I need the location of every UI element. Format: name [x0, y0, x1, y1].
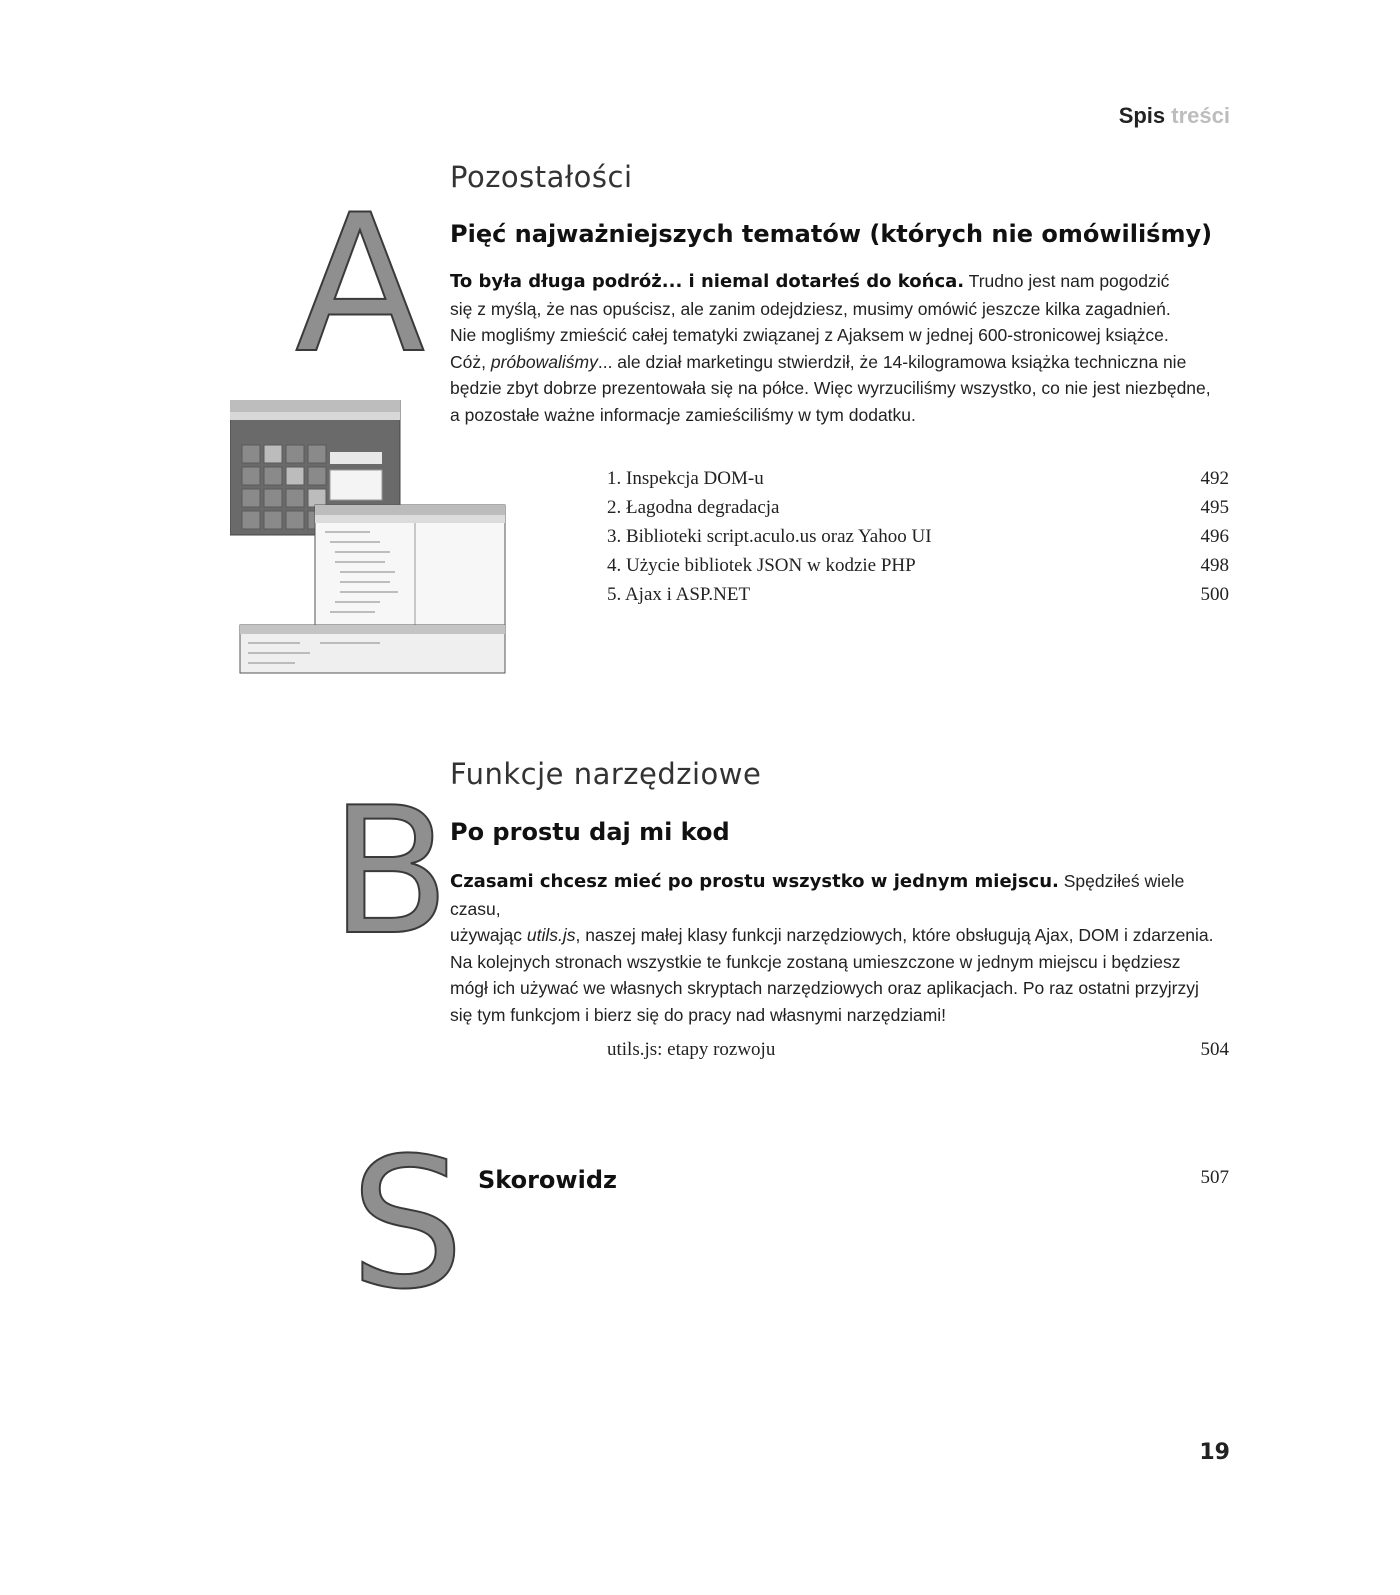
toc-entry-page: 496	[1200, 526, 1229, 547]
chapter-a-line-6: a pozostałe ważne informacje zamieściliśmy w tym dodatku.	[450, 404, 916, 425]
chapter-b-title: Funkcje narzędziowe	[450, 757, 762, 791]
chapter-b-letter: B	[330, 771, 451, 974]
chapter-a-line-5: będzie zbyt dobrze prezentowała się na półce. Więc wyrzuciliśmy wszystko, co nie jest niezbędne,	[450, 378, 1211, 398]
toc-entry-label[interactable]: 4. Użycie bibliotek JSON w kodzie PHP	[607, 555, 916, 576]
running-head	[1119, 103, 1230, 129]
chapter-a-subtitle: Pięć najważniejszych tematów (których nie omówiliśmy)	[450, 220, 1213, 248]
toc-row[interactable]	[607, 551, 1229, 580]
running-head-bold: Spis	[1118, 103, 1166, 128]
chapter-a-intro	[450, 268, 1235, 428]
toc-entry-label[interactable]: 5. Ajax i ASP.NET	[607, 584, 751, 605]
chapter-b-intro	[450, 868, 1235, 1028]
toc-entry-page: 504	[1200, 1039, 1229, 1060]
chapter-s-letter: S	[350, 1120, 465, 1329]
chapter-a-line-4a: Cóż,	[450, 351, 491, 372]
toc-entry-page: 500	[1200, 584, 1229, 605]
toc-row[interactable]	[607, 522, 1229, 551]
chapter-s-page: 507	[1200, 1167, 1229, 1188]
toc-entry-page: 495	[1200, 497, 1229, 518]
screenshots-illustration	[230, 400, 510, 675]
toc-row[interactable]	[607, 493, 1229, 522]
chapter-b-line-1: Spędziłeś wiele czasu,	[450, 871, 1185, 919]
chapter-a-toc	[607, 464, 1229, 609]
chapter-a-line-3: Nie mogliśmy zmieścić całej tematyki związanej z Ajaksem w jednej 600-stronicowej książce.	[450, 325, 1169, 345]
toc-row[interactable]	[607, 580, 1229, 609]
chapter-b-line-3: Na kolejnych stronach wszystkie te funkcje zostaną umieszczone w jednym miejscu i będziesz	[450, 951, 1181, 972]
toc-entry-label[interactable]: utils.js: etapy rozwoju	[607, 1039, 776, 1060]
page-number: 19	[1199, 1440, 1230, 1465]
chapter-a-lead: To była długa podróż... i niemal dotarłeś do końca.	[450, 271, 965, 292]
chapter-b-line-5: się tym funkcjom i bierz się do pracy nad własnymi narzędziami!	[450, 1004, 947, 1025]
chapter-a-line-4b: próbowaliśmy	[490, 351, 598, 372]
chapter-b-line-2a: używając	[450, 925, 527, 945]
chapter-b-line-2c: , naszej małej klasy funkcji narzędziowych, które obsługują Ajax, DOM i zdarzenia.	[575, 925, 1214, 945]
running-head-light: treści	[1171, 103, 1230, 128]
toc-entry-label[interactable]: 2. Łagodna degradacja	[607, 497, 780, 518]
chapter-a-line-4c: ... ale dział marketingu stwierdził, że 14-kilogramowa książka techniczna nie	[597, 351, 1187, 372]
chapter-a-letter: A	[295, 174, 425, 395]
chapter-b-line-4: mógł ich używać we własnych skryptach narzędziowych oraz aplikacjach. Po raz ostatni przyjrzyj	[450, 978, 1199, 998]
toc-entry-label[interactable]: 3. Biblioteki script.aculo.us oraz Yahoo UI	[607, 526, 932, 547]
chapter-b-toc	[607, 1035, 1229, 1064]
chapter-b-line-2b: utils.js	[526, 925, 576, 945]
chapter-s-title[interactable]: Skorowidz	[478, 1166, 617, 1194]
toc-entry-label[interactable]: 1. Inspekcja DOM-u	[607, 468, 764, 489]
chapter-a-title: Pozostałości	[450, 160, 633, 194]
toc-entry-page: 498	[1200, 555, 1229, 576]
toc-entry-page: 492	[1200, 468, 1229, 489]
chapter-b-subtitle: Po prostu daj mi kod	[450, 818, 730, 846]
chapter-a-line-1: Trudno jest nam pogodzić	[964, 271, 1170, 291]
chapter-a-line-2: się z myślą, że nas opuścisz, ale zanim odejdziesz, musimy omówić jeszcze kilka zagadnień.	[450, 298, 1171, 319]
chapter-b-lead: Czasami chcesz mieć po prostu wszystko w jednym miejscu.	[450, 871, 1059, 892]
toc-row[interactable]	[607, 464, 1229, 493]
toc-row[interactable]	[607, 1035, 1229, 1064]
